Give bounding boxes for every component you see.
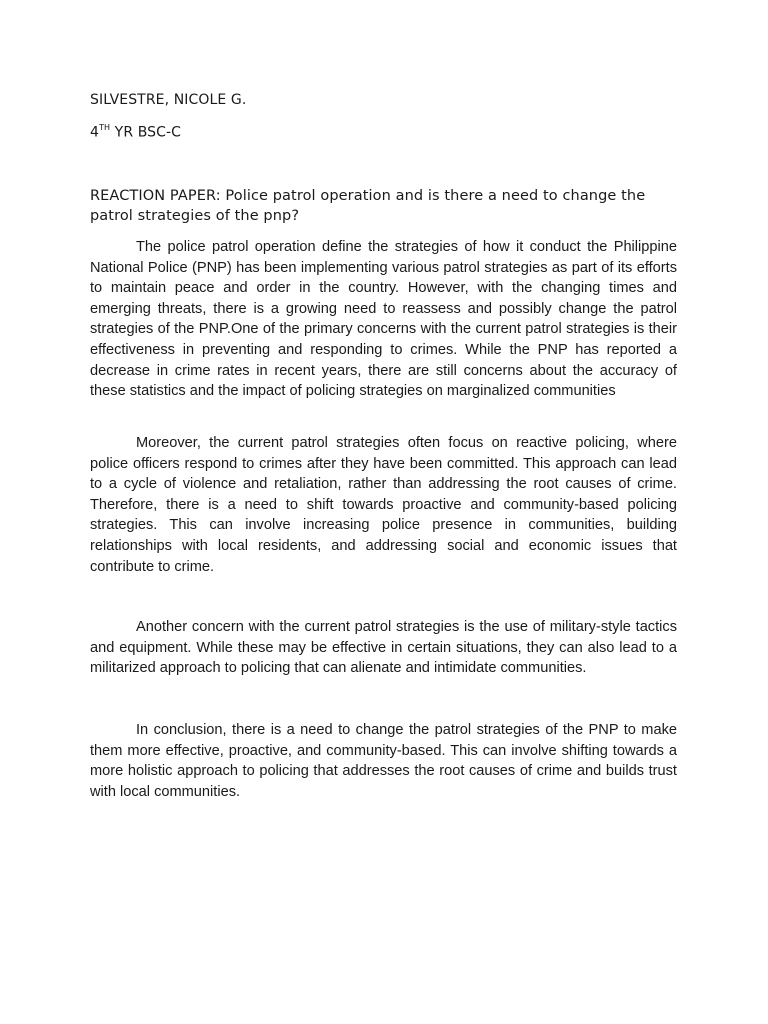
paragraph-3: Another concern with the current patrol strategies is the use of military-style tactics and equipment. While these may be effective in certain situations, they can also lead to a militarized approach to policing that can alienate and intimidate communities. [90,619,677,677]
year-suffix: TH [99,123,111,132]
paragraph-2: Moreover, the current patrol strategies often focus on reactive policing, where police officers respond to crimes after they have been committed. This approach can lead to a cycle of violence and retaliation, rather than addressing the root causes of crime. Therefore, there is a need to shift towards proactive and community-based policing strategies. This can involve increasing police presence in communities, building relationships with local residents, and addressing social and economic issues that contribute to crime. [90,435,677,575]
paper-title: REACTION PAPER: Police patrol operation and is there a need to change the patrol strategies of the pnp? [90,188,646,224]
year-number: 4 [90,124,100,141]
author-name: SILVESTRE, NICOLE G. [90,92,247,108]
paragraph-4: In conclusion, there is a need to change the patrol strategies of the PNP to make them more effective, proactive, and community-based. This can involve shifting towards a more holistic approach to policing that addresses the root causes of crime and builds trust with local communities. [90,722,677,800]
year-section [90,124,181,141]
year-course: YR BSC-C [110,124,182,141]
paragraph-1: The police patrol operation define the strategies of how it conduct the Philippine National Police (PNP) has been implementing various patrol strategies as part of its efforts to maintain peace and order in the country. However, with the changing times and emerging threats, there is a growing need to reassess and possibly change the patrol strategies of the PNP.One of the primary concerns with the current patrol strategies is their effectiveness in preventing and responding to crimes. While the PNP has reported a decrease in crime rates in recent years, there are still concerns about the accuracy of these statistics and the impact of policing strategies on marginalized communities [90,239,677,400]
